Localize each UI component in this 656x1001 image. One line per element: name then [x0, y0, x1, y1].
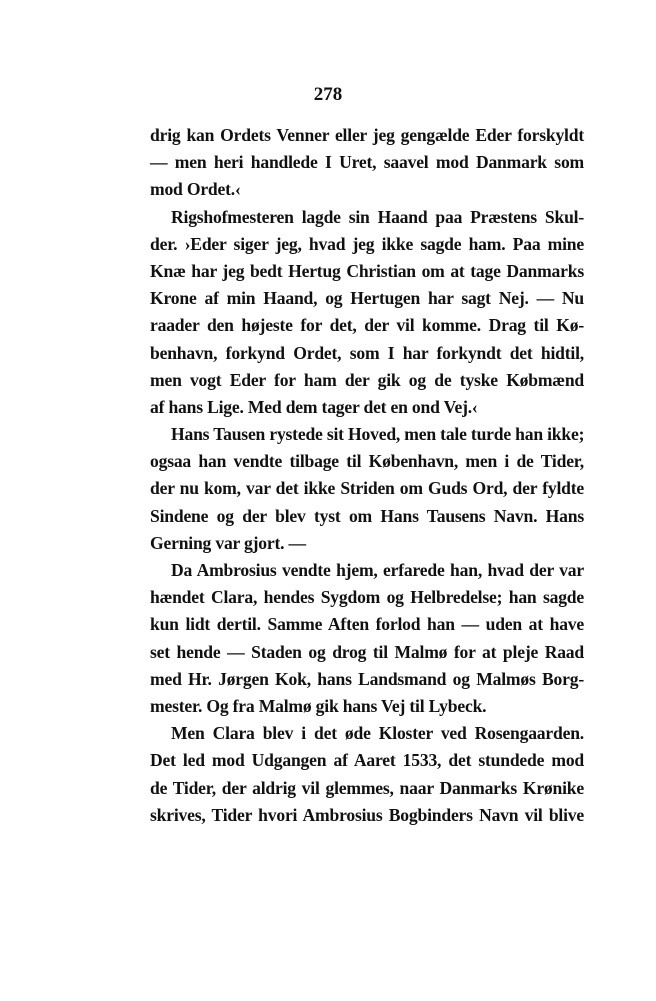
text-line: mester. Og fra Malmø gik hans Vej til Lybeck. [150, 695, 487, 716]
text-line: benhavn, forkynd Ordet, som I har forkyndt det hidtil, [150, 342, 584, 363]
text-line: Men Clara blev i det øde Kloster ved Rosengaarden. [171, 723, 584, 744]
text-line: men vogt Eder for ham der gik og de tyske Købmænd [150, 369, 584, 390]
text-line: der. ›Eder siger jeg, hvad jeg ikke sagde ham. Paa mine [150, 233, 584, 254]
text-line: skrives, Tider hvori Ambrosius Bogbinders Navn vil blive [150, 804, 584, 825]
text-line: Rigshofmesteren lagde sin Haand paa Præstens Skul- [171, 206, 584, 227]
text-line: kun lidt dertil. Samme Aften forlod han — uden at have [150, 614, 584, 635]
text-line: drig kan Ordets Venner eller jeg gengælde Eder forskyldt [150, 125, 584, 145]
text-line: raader den højeste for det, der vil komme. Drag til Kø- [150, 315, 584, 336]
text-line: af hans Lige. Med dem tager det en ond Vej.‹ [150, 396, 478, 417]
body-text [150, 122, 584, 829]
text-line: Knæ har jeg bedt Hertug Christian om at tage Danmarks [150, 260, 584, 281]
page-number: 278 [313, 84, 343, 105]
text-line: Det led mod Udgangen af Aaret 1533, det stundede mod [150, 750, 584, 771]
text-line: hændet Clara, hendes Sygdom og Helbredelse; han sagde [150, 587, 584, 608]
text-line: de Tider, der aldrig vil glemmes, naar Danmarks Krønike [150, 777, 584, 798]
text-line: ogsaa han vendte tilbage til København, men i de Tider, [150, 451, 584, 472]
text-line: der nu kom, var det ikke Striden om Guds Ord, der fyldte [150, 478, 584, 499]
text-line: mod Ordet.‹ [150, 179, 241, 200]
text-line: Da Ambrosius vendte hjem, erfarede han, hvad der var [171, 560, 584, 580]
text-line: Sindene og der blev tyst om Hans Tausens Navn. Hans [150, 505, 584, 526]
text-line: Gerning var gjort. — [150, 532, 306, 553]
text-line: Krone af min Haand, og Hertugen har sagt Nej. — Nu [150, 288, 584, 309]
text-line: Hans Tausen rystede sit Hoved, men tale turde han ikke; [171, 424, 585, 445]
text-line: set hende — Staden og drog til Malmø for at pleje Raad [150, 641, 584, 662]
text-line: med Hr. Jørgen Kok, hans Landsmand og Malmøs Borg- [150, 668, 584, 689]
text-line: — men heri handlede I Uret, saavel mod Danmark som [150, 152, 584, 173]
